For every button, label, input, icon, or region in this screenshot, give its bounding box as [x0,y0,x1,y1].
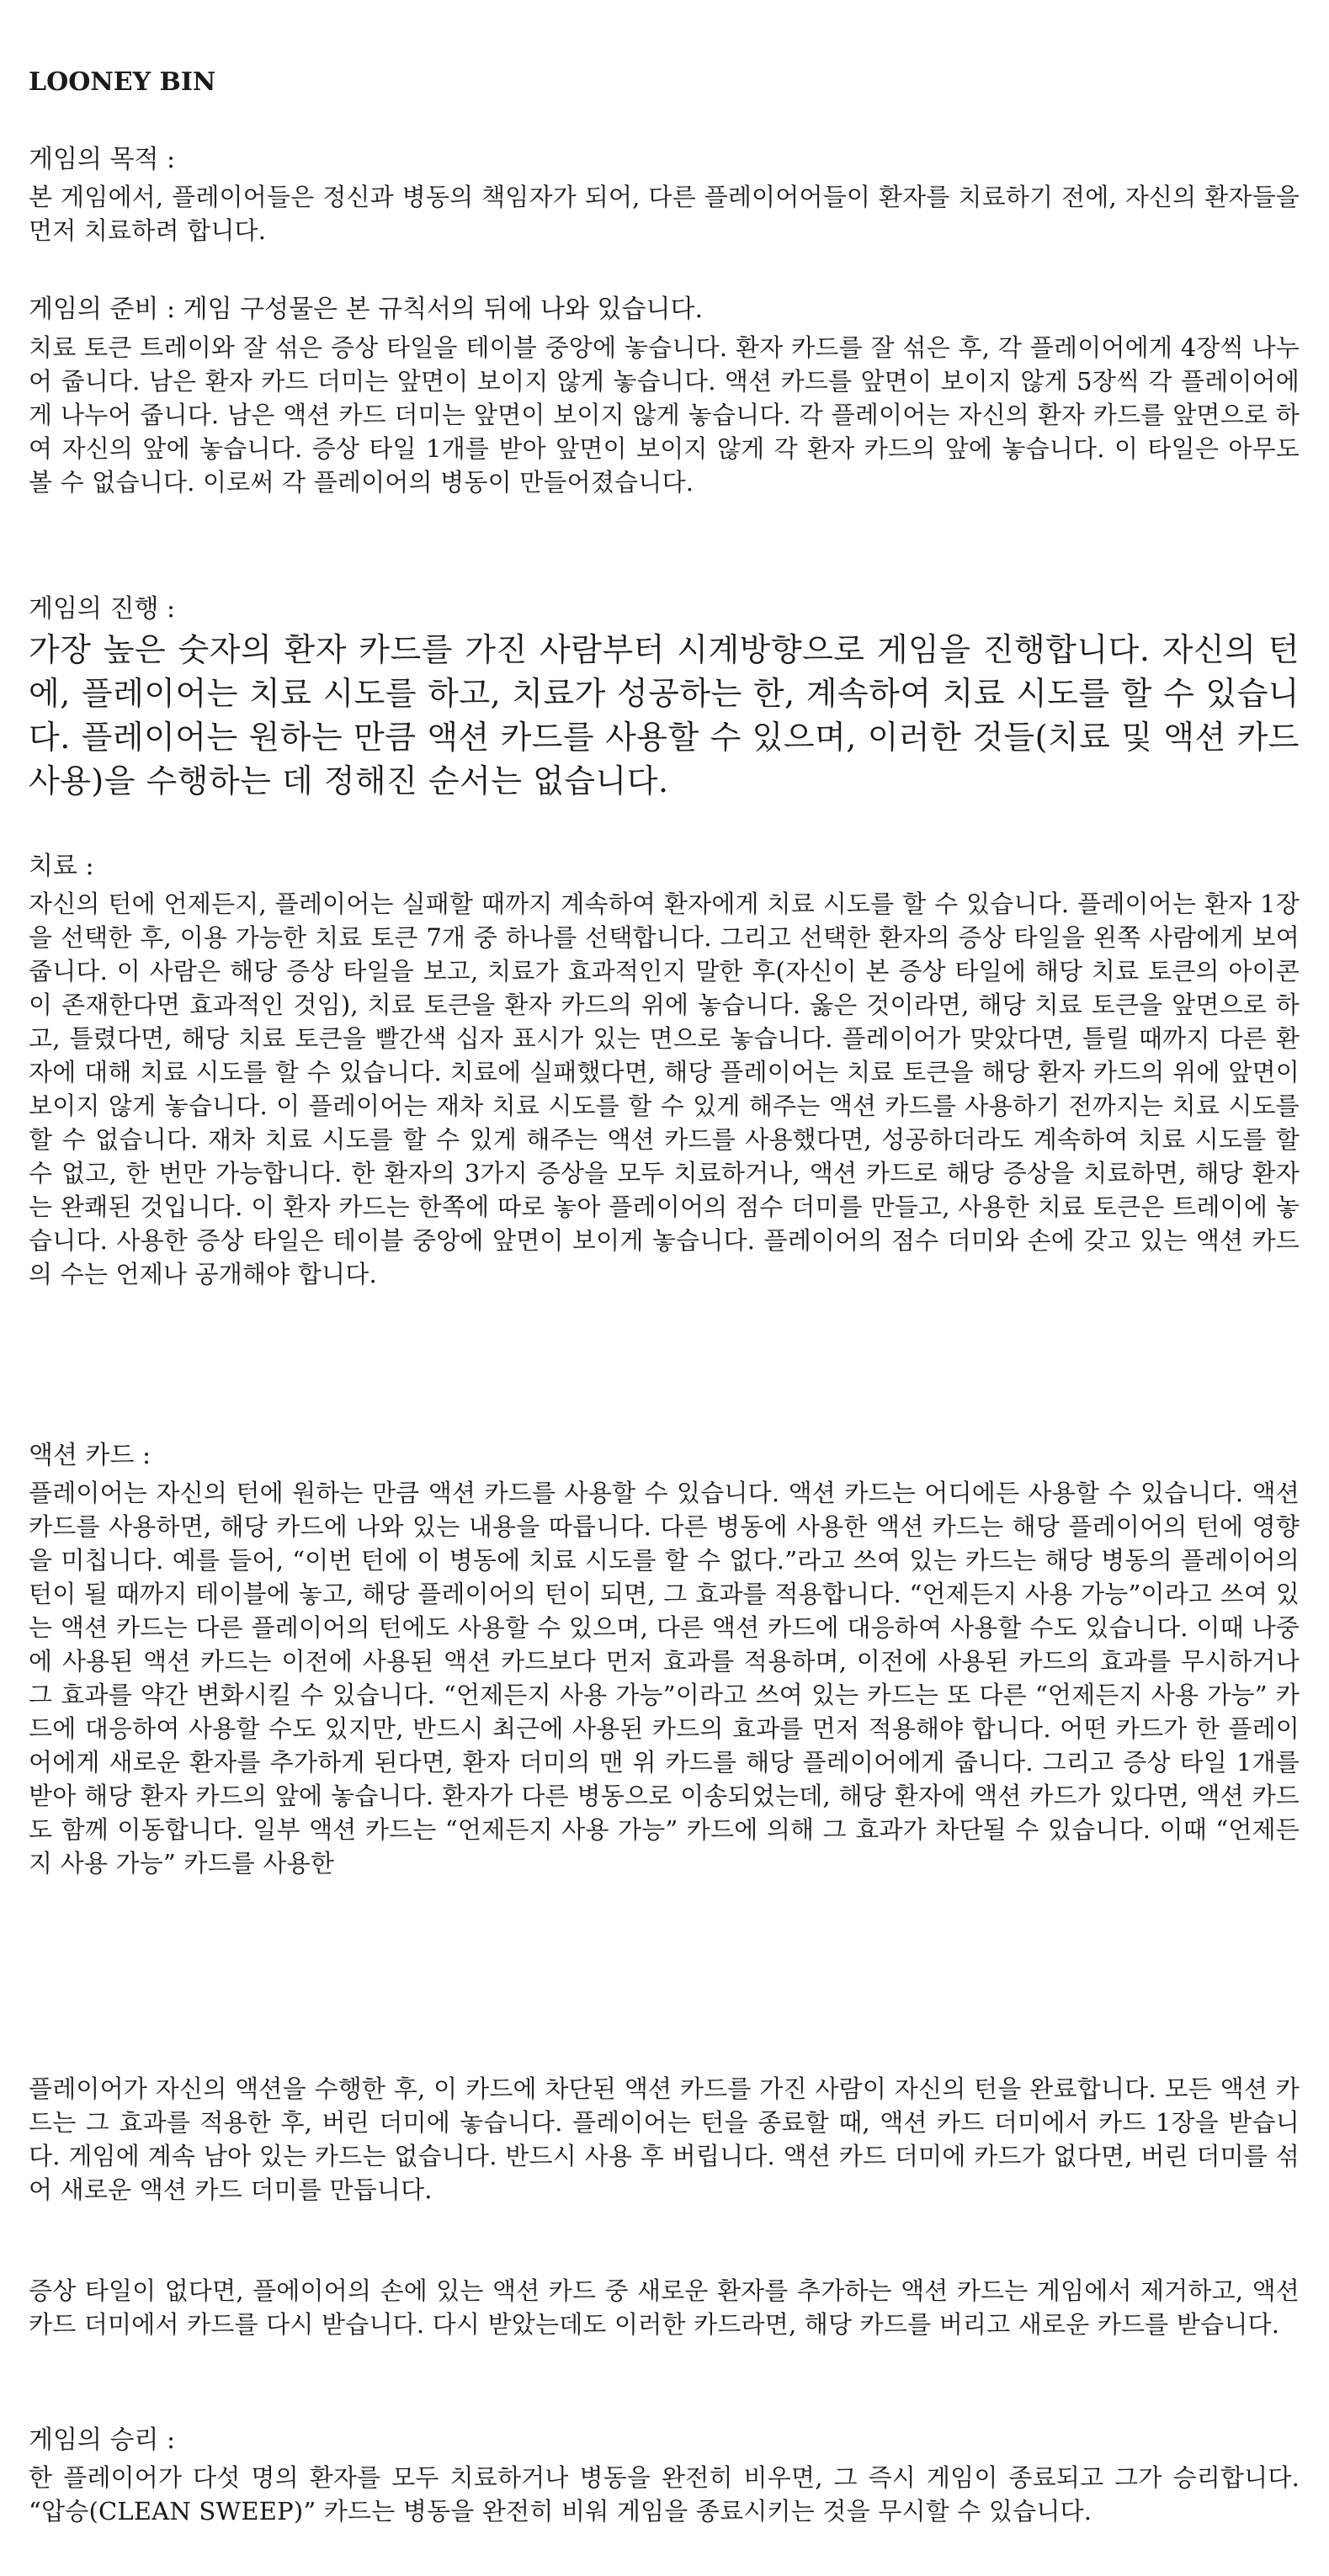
action-cards-paragraph: 플레이어는 자신의 턴에 원하는 만큼 액션 카드를 사용할 수 있습니다. 액션 카드는 어디에든 사용할 수 있습니다. 액션 카드를 사용하면, 해당 카드에 나와 있는 내용을 따릅니다. 다른 병동에 사용한 액션 카드는 해당 플레이어의 턴에 영향을 미칩니다. 예를 들어, “이번 턴에 이 병동에 치료 시도를 할 수 없다.”라고 쓰여 있는 카드는 해당 병동의 플레이어의 턴이 될 때까지 테이블에 놓고, 해당 플레이어의 턴이 되면, 그 효과를 적용합니다. “언제든지 사용 가능”이라고 쓰여 있는 액션 카드는 다른 플레이어의 턴에도 사용할 수 있으며, 다른 액션 카드에 대응하여 사용할 수도 있습니다. 이때 나중에 사용된 액션 카드는 이전에 사용된 액션 카드보다 먼저 효과를 적용하며, 이전에 사용된 카드의 효과를 무시하거나 그 효과를 약간 변화시킬 수 있습니다. “언제든지 사용 가능”이라고 쓰여 있는 카드는 또 다른 “언제든지 사용 가능” 카드에 대응하여 사용할 수도 있지만, 반드시 최근에 사용된 카드의 효과를 먼저 적용해야 합니다. 어떤 카드가 한 플레이어에게 새로운 환자를 추가하게 된다면, 환자 더미의 맨 위 카드를 해당 플레이어에게 줍니다. 그리고 증상 타일 1개를 받아 해당 환자 카드의 앞에 놓습니다. 환자가 다른 병동으로 이송되었는데, 해당 환자에 액션 카드가 있다면, 액션 카드도 함께 이동합니다. 일부 액션 카드는 “언제든지 사용 가능” 카드에 의해 그 효과가 차단될 수 있습니다. 이때 “언제든지 사용 가능” 카드를 사용한 [29,1479,1300,1878]
continuation-paragraph-1: 플레이어가 자신의 액션을 수행한 후, 이 카드에 차단된 액션 카드를 가진 사람이 자신의 턴을 완료합니다. 모든 액션 카드는 그 효과를 적용한 후, 버린 더미에 놓습니다. 플레이어는 턴을 종료할 때, 액션 카드 더미에서 카드 1장을 받습니다. 게임에 계속 남아 있는 카드는 없습니다. 반드시 사용 후 버립니다. 액션 카드 더미에 카드가 없다면, 버린 더미를 섞어 새로운 액션 카드 더미를 만듭니다. [29,2074,1300,2204]
continuation-paragraph-2: 증상 타일이 없다면, 플에이어의 손에 있는 액션 카드 중 새로운 환자를 추가하는 액션 카드는 게임에서 제거하고, 액션 카드 더미에서 카드를 다시 받습니다. 다시 받았는데도 이러한 카드라면, 해당 카드를 버리고 새로운 카드를 받습니다. [29,2276,1300,2339]
setup-heading: 게임의 준비 : 게임 구성물은 본 규칙서의 뒤에 나와 있습니다. [29,295,703,324]
objective-heading: 게임의 목적 : [29,145,176,174]
objective-paragraph: 본 게임에서, 플레이어들은 정신과 병동의 책임자가 되어, 다른 플레이어어들이 환자를 치료하기 전에, 자신의 환자들을 먼저 치료하려 합니다. [29,183,1300,245]
victory-paragraph: 한 플레이어가 다섯 명의 환자를 모두 치료하거나 병동을 완전히 비우면, 그 즉시 게임이 종료되고 그가 승리합니다. “압승(CLEAN SWEEP)” 카드는 병동을 완전히 비워 게임을 종료시키는 것을 무시할 수 있습니다. [29,2463,1300,2526]
setup-paragraph: 치료 토큰 트레이와 잘 섞은 증상 타일을 테이블 중앙에 놓습니다. 환자 카드를 잘 섞은 후, 각 플레이어에게 4장씩 나누어 줍니다. 남은 환자 카드 더미는 앞면이 보이지 않게 놓습니다. 액션 카드를 앞면이 보이지 않게 5장씩 각 플레이어에게 나누어 줍니다. 남은 액션 카드 더미는 앞면이 보이지 않게 놓습니다. 각 플레이어는 자신의 환자 카드를 앞면으로 하여 자신의 앞에 놓습니다. 증상 타일 1개를 받아 앞면이 보이지 않게 각 환자 카드의 앞에 놓습니다. 이 타일은 아무도 볼 수 없습니다. 이로써 각 플레이어의 병동이 만들어졌습니다. [29,333,1300,497]
play-heading: 게임의 진행 : [29,594,176,624]
document-title: LOONEY BIN [29,67,216,97]
treatment-paragraph: 자신의 턴에 언제든지, 플레이어는 실패할 때까지 계속하여 환자에게 치료 시도를 할 수 있습니다. 플레이어는 환자 1장을 선택한 후, 이용 가능한 치료 토큰 7개 중 하나를 선택합니다. 그리고 선택한 환자의 증상 타일을 왼쪽 사람에게 보여 줍니다. 이 사람은 해당 증상 타일을 보고, 치료가 효과적인지 말한 후(자신이 본 증상 타일에 해당 치료 토큰의 아이콘이 존재한다면 효과적인 것임), 치료 토큰을 환자 카드의 위에 놓습니다. 옳은 것이라면, 해당 치료 토큰을 앞면으로 하고, 틀렸다면, 해당 치료 토큰을 빨간색 십자 표시가 있는 면으로 놓습니다. 플레이어가 맞았다면, 틀릴 때까지 다른 환자에 대해 치료 시도를 할 수 있습니다. 치료에 실패했다면, 해당 플레이어는 치료 토큰을 해당 환자 카드의 위에 앞면이 보이지 않게 놓습니다. 이 플레이어는 재차 치료 시도를 할 수 있게 해주는 액션 카드를 사용하기 전까지는 치료 시도를 할 수 없습니다. 재차 치료 시도를 할 수 있게 해주는 액션 카드를 사용했다면, 성공하더라도 계속하여 치료 시도를 할 수 없고, 한 번만 가능합니다. 한 환자의 3가지 증상을 모두 치료하거나, 액션 카드로 해당 증상을 치료하면, 해당 환자는 완쾌된 것입니다. 이 환자 카드는 한쪽에 따로 놓아 플레이어의 점수 더미를 만들고, 사용한 치료 토큰은 트레이에 놓습니다. 사용한 증상 타일은 테이블 중앙에 앞면이 보이게 놓습니다. 플레이어의 점수 더미와 손에 갖고 있는 액션 카드의 수는 언제나 공개해야 합니다. [29,890,1300,1288]
treatment-heading: 치료 : [29,852,94,881]
play-paragraph: 가장 높은 숫자의 환자 카드를 가진 사람부터 시계방향으로 게임을 진행합니다. 자신의 턴에, 플레이어는 치료 시도를 하고, 치료가 성공하는 한, 계속하여 치료 시도를 할 수 있습니다. 플레이어는 원하는 만큼 액션 카드를 사용할 수 있으며, 이러한 것들(치료 및 액션 카드 사용)을 수행하는 데 정해진 순서는 없습니다. [29,631,1300,799]
action-cards-heading: 액션 카드 : [29,1441,152,1470]
victory-heading: 게임의 승리 : [29,2425,176,2455]
